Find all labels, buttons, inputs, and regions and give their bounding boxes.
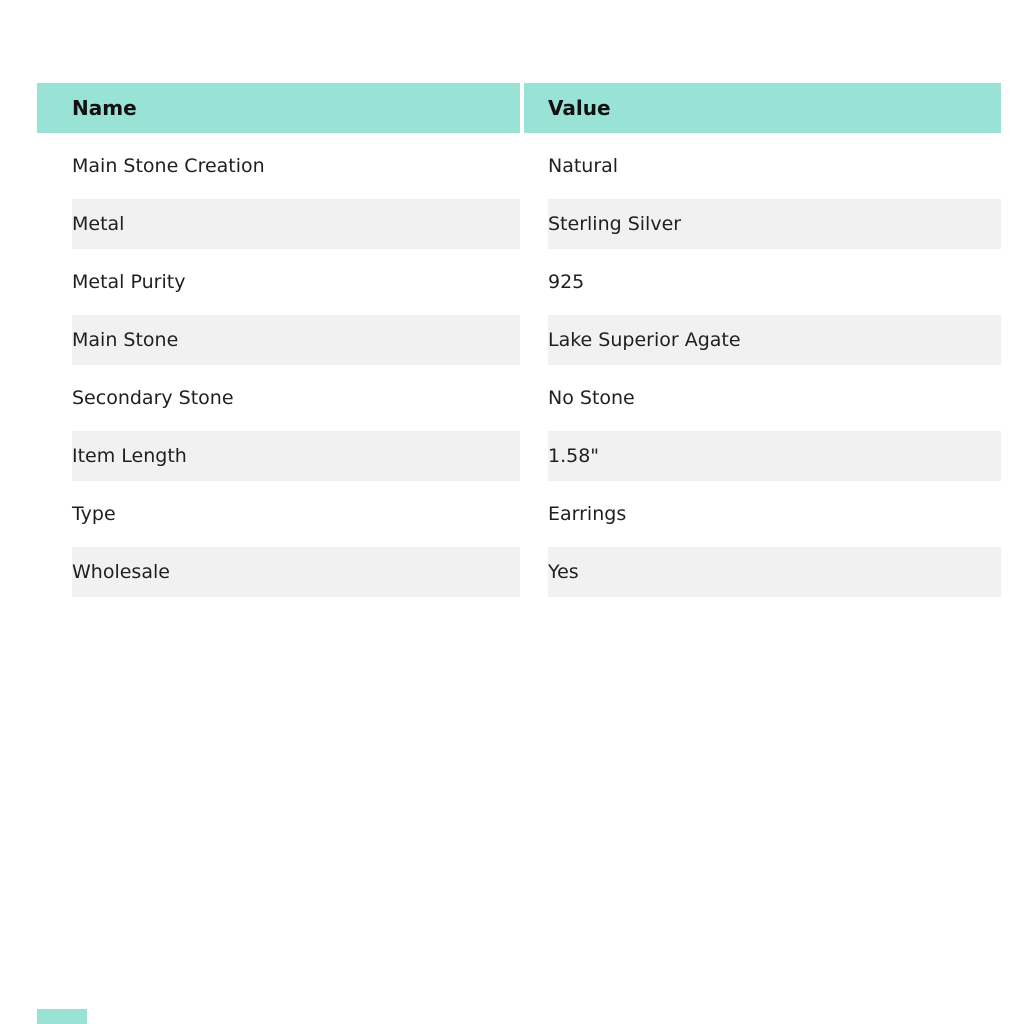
attribute-value: Lake Superior Agate xyxy=(548,329,741,351)
attribute-name: Secondary Stone xyxy=(72,387,234,409)
attribute-name: Type xyxy=(72,503,116,525)
attribute-value-cell xyxy=(524,137,1001,195)
table-row xyxy=(37,137,1001,195)
attribute-name: Metal Purity xyxy=(72,271,186,293)
table-body xyxy=(37,137,1001,601)
attribute-name: Main Stone xyxy=(72,329,179,351)
attribute-name-cell xyxy=(37,543,520,601)
column-header-value xyxy=(524,83,1001,133)
attribute-name-cell xyxy=(37,253,520,311)
attribute-name: Main Stone Creation xyxy=(72,155,265,177)
attribute-name-cell xyxy=(37,369,520,427)
attribute-name-cell xyxy=(37,311,520,369)
attribute-value-cell xyxy=(524,253,1001,311)
column-header-value-label: Value xyxy=(548,96,611,120)
table-row xyxy=(37,485,1001,543)
attribute-name: Metal xyxy=(72,213,125,235)
attribute-value-cell xyxy=(524,485,1001,543)
attribute-name-cell xyxy=(37,485,520,543)
product-attributes-table xyxy=(37,83,1001,601)
attribute-value: 925 xyxy=(548,271,585,293)
attribute-name-cell xyxy=(37,137,520,195)
table-row xyxy=(37,253,1001,311)
table-row xyxy=(37,543,1001,601)
attribute-value-cell xyxy=(524,543,1001,601)
attribute-value-cell xyxy=(524,311,1001,369)
attribute-name-cell xyxy=(37,427,520,485)
attribute-value: 1.58" xyxy=(548,445,600,467)
attribute-value-cell xyxy=(524,369,1001,427)
attribute-value: Natural xyxy=(548,155,619,177)
attribute-value: Earrings xyxy=(548,503,627,525)
table-row xyxy=(37,311,1001,369)
attribute-value: Sterling Silver xyxy=(548,213,682,235)
attribute-name: Item Length xyxy=(72,445,187,467)
attribute-value-cell xyxy=(524,427,1001,485)
attribute-name: Wholesale xyxy=(72,561,170,583)
attribute-value-cell xyxy=(524,195,1001,253)
column-header-name xyxy=(37,83,520,133)
attribute-name-cell xyxy=(37,195,520,253)
table-row xyxy=(37,195,1001,253)
cutoff-table-header-fragment xyxy=(37,1009,87,1024)
table-row xyxy=(37,369,1001,427)
attribute-value: No Stone xyxy=(548,387,635,409)
table-row xyxy=(37,427,1001,485)
column-header-name-label: Name xyxy=(72,96,137,120)
table-header-row xyxy=(37,83,1001,133)
attribute-value: Yes xyxy=(548,561,579,583)
